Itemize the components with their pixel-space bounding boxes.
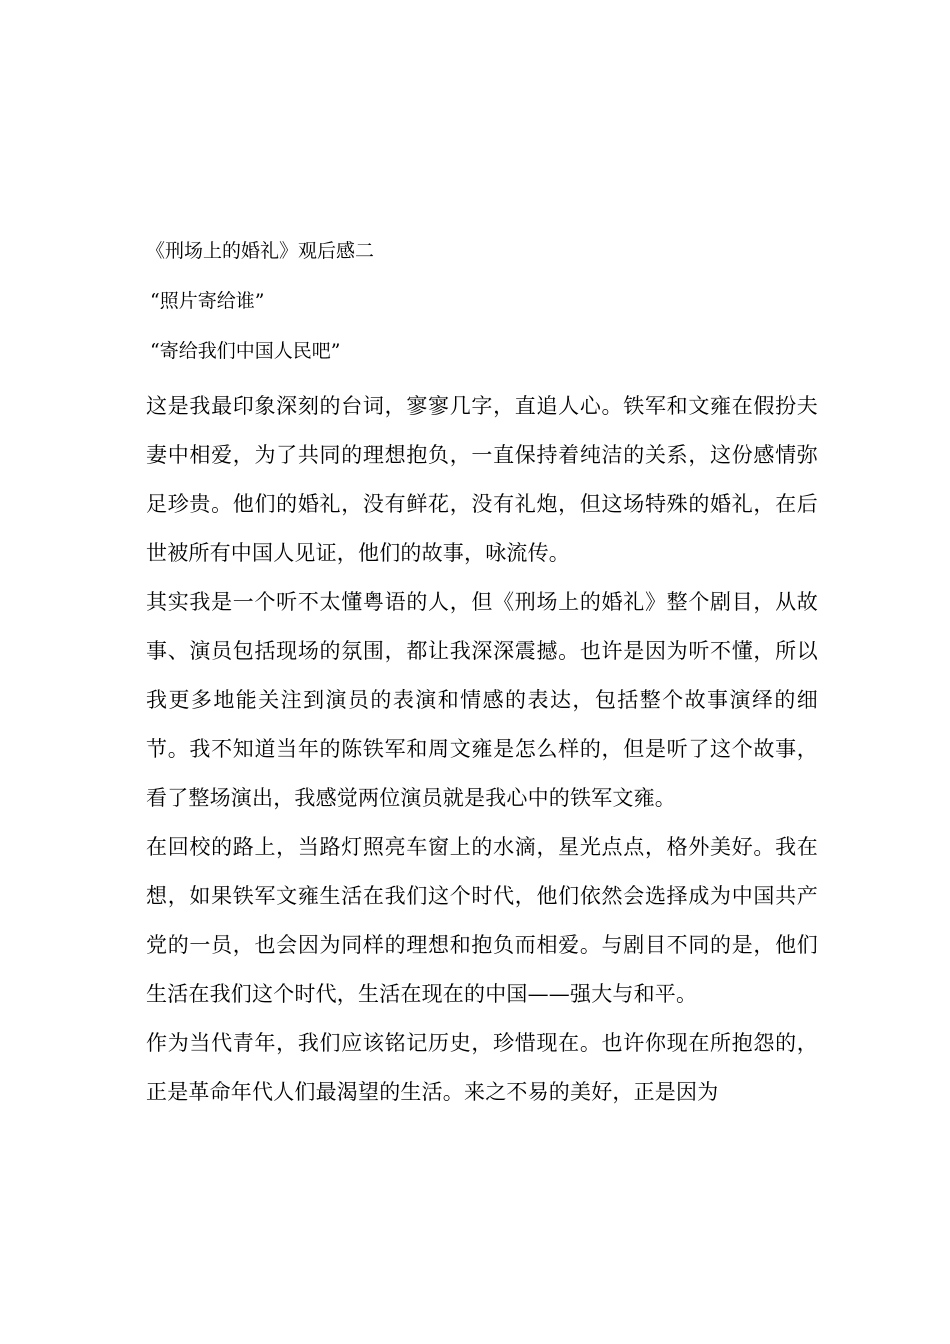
quote-line-2: “寄给我们中国人民吧” [150, 340, 341, 362]
paragraph-2: 其实我是一个听不太懂粤语的人，但《刑场上的婚礼》整个剧目，从故事、演员包括现场的氛围，都让我深深震撼。也许是因为听不懂，所以我更多地能关注到演员的表演和情感的表达，包括整个故事演绎的细节。我不知道当年的陈铁军和周文雍是怎么样的，但是听了这个故事，看了整场演出，我感觉两位演员就是我心中的铁军文雍。 [146, 590, 818, 810]
paragraph-4: 作为当代青年，我们应该铭记历史，珍惜现在。也许你现在所抱怨的，正是革命年代人们最渴望的生活。来之不易的美好，正是因为 [146, 1031, 818, 1104]
quote-line-1: “照片寄给谁” [150, 290, 265, 312]
paragraph-3: 在回校的路上，当路灯照亮车窗上的水滴，星光点点，格外美好。我在想，如果铁军文雍生活在我们这个时代，他们依然会选择成为中国共产党的一员，也会因为同样的理想和抱负而相爱。与剧目不同的是，他们生活在我们这个时代，生活在现在的中国——强大与和平。 [146, 835, 818, 1006]
document-body [146, 232, 818, 1117]
paragraph-1: 这是我最印象深刻的台词，寥寥几字，直追人心。铁军和文雍在假扮夫妻中相爱，为了共同的理想抱负，一直保持着纯洁的关系，这份感情弥足珍贵。他们的婚礼，没有鲜花，没有礼炮，但这场特殊的婚礼，在后世被所有中国人见证，他们的故事，咏流传。 [146, 394, 818, 565]
document-title: 《刑场上的婚礼》观后感二 [146, 240, 375, 262]
